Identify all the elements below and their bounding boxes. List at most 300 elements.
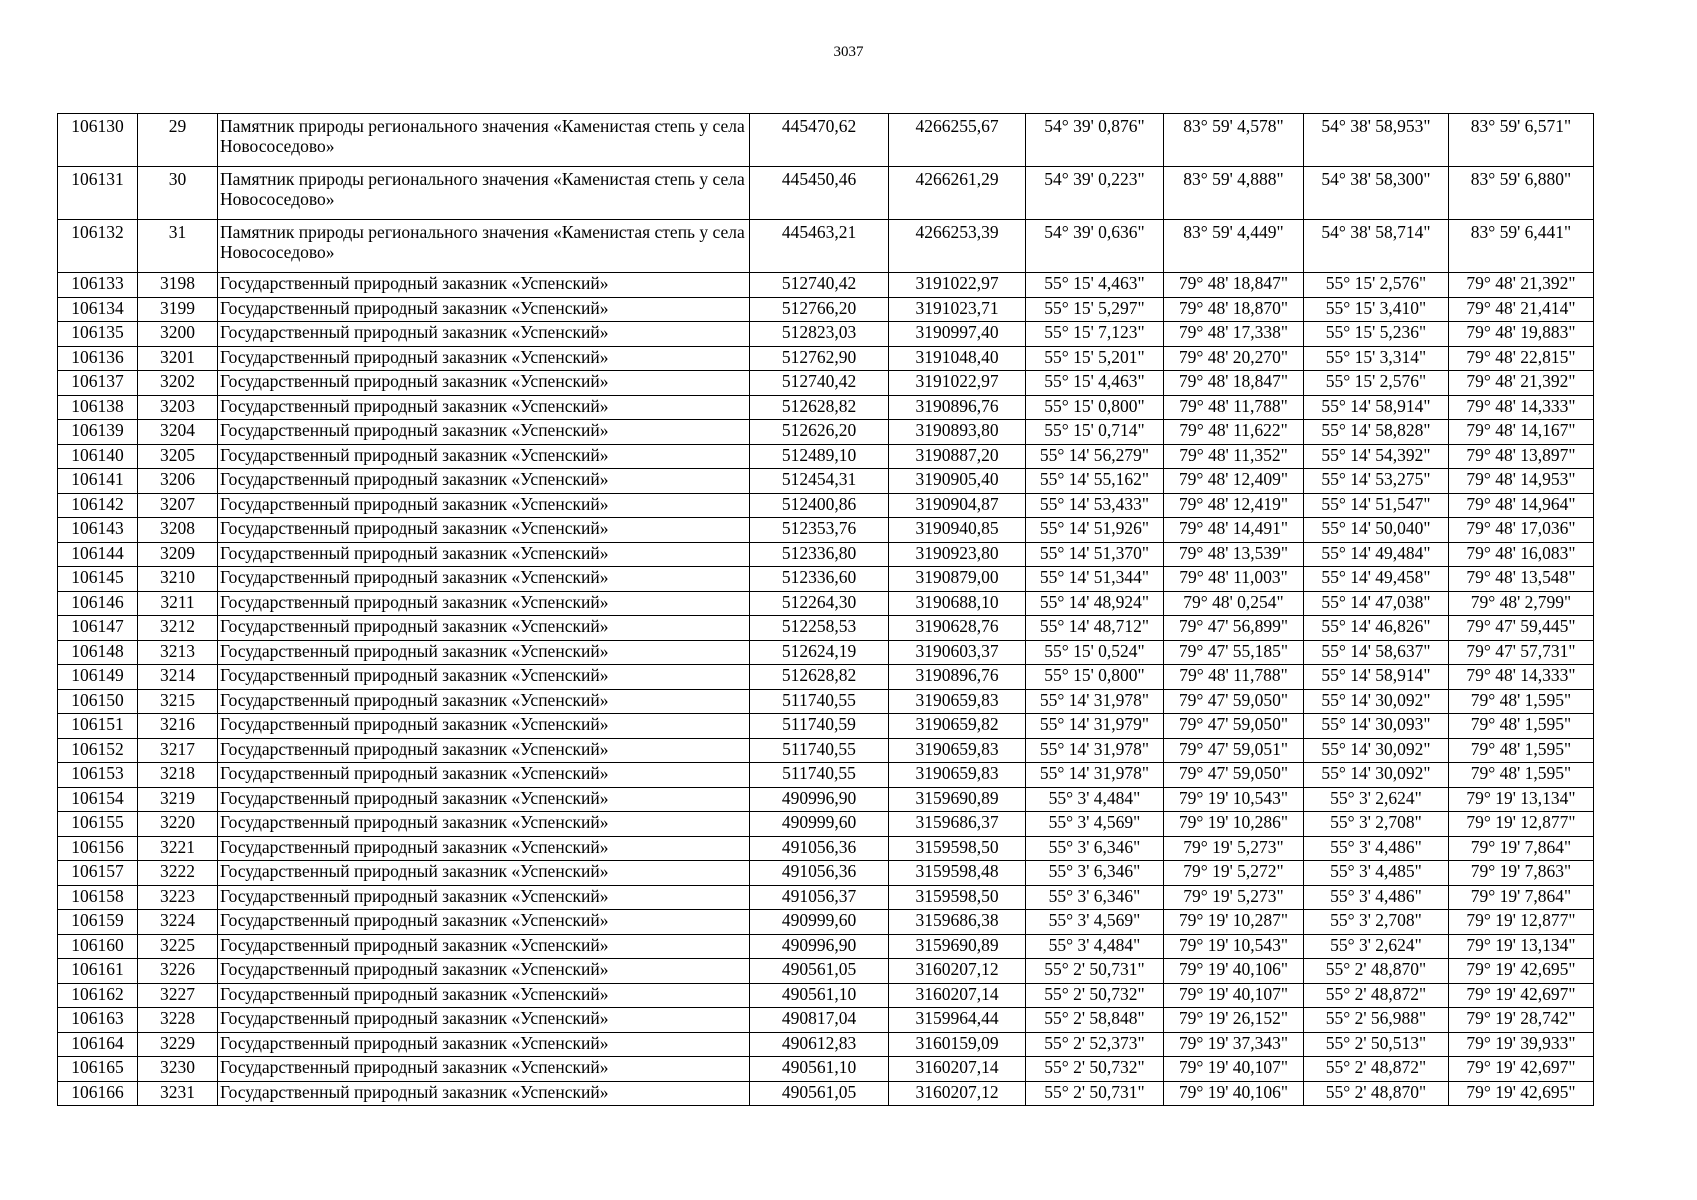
point-number-cell: 3208 bbox=[138, 518, 218, 543]
point-number-cell: 3229 bbox=[138, 1032, 218, 1057]
y-coordinate-cell: 3160207,12 bbox=[889, 1081, 1026, 1106]
latitude-2-cell: 55° 14' 58,828" bbox=[1304, 420, 1449, 445]
longitude-1-cell: 79° 47' 56,899" bbox=[1164, 616, 1304, 641]
longitude-2-cell: 79° 48' 1,595" bbox=[1449, 689, 1594, 714]
latitude-1-cell: 55° 2' 58,848" bbox=[1026, 1008, 1164, 1033]
point-number-cell: 3206 bbox=[138, 469, 218, 494]
point-number-cell: 3216 bbox=[138, 714, 218, 739]
latitude-2-cell: 55° 14' 51,547" bbox=[1304, 493, 1449, 518]
x-coordinate-cell: 490999,60 bbox=[750, 812, 889, 837]
table-row bbox=[58, 689, 1594, 714]
latitude-2-cell: 55° 3' 4,486" bbox=[1304, 885, 1449, 910]
y-coordinate-cell: 3159964,44 bbox=[889, 1008, 1026, 1033]
x-coordinate-cell: 511740,55 bbox=[750, 689, 889, 714]
point-number-cell: 3207 bbox=[138, 493, 218, 518]
object-name-cell: Государственный природный заказник «Успенский» bbox=[218, 689, 750, 714]
longitude-2-cell: 79° 47' 57,731" bbox=[1449, 640, 1594, 665]
x-coordinate-cell: 512740,42 bbox=[750, 273, 889, 298]
x-coordinate-cell: 512258,53 bbox=[750, 616, 889, 641]
table-row bbox=[58, 640, 1594, 665]
object-name-cell: Государственный природный заказник «Успенский» bbox=[218, 346, 750, 371]
latitude-1-cell: 55° 2' 52,373" bbox=[1026, 1032, 1164, 1057]
longitude-1-cell: 79° 47' 59,050" bbox=[1164, 689, 1304, 714]
x-coordinate-cell: 490561,05 bbox=[750, 1081, 889, 1106]
x-coordinate-cell: 512400,86 bbox=[750, 493, 889, 518]
x-coordinate-cell: 445463,21 bbox=[750, 220, 889, 273]
latitude-2-cell: 55° 2' 48,870" bbox=[1304, 959, 1449, 984]
latitude-1-cell: 55° 14' 51,344" bbox=[1026, 567, 1164, 592]
point-number-cell: 3218 bbox=[138, 763, 218, 788]
table-row bbox=[58, 420, 1594, 445]
latitude-1-cell: 55° 2' 50,731" bbox=[1026, 959, 1164, 984]
x-coordinate-cell: 512626,20 bbox=[750, 420, 889, 445]
latitude-2-cell: 55° 15' 3,314" bbox=[1304, 346, 1449, 371]
longitude-2-cell: 83° 59' 6,571" bbox=[1449, 114, 1594, 167]
longitude-2-cell: 79° 19' 7,863" bbox=[1449, 861, 1594, 886]
y-coordinate-cell: 3190896,76 bbox=[889, 665, 1026, 690]
row-id-cell: 106159 bbox=[58, 910, 138, 935]
table-row bbox=[58, 273, 1594, 298]
latitude-1-cell: 55° 3' 4,484" bbox=[1026, 934, 1164, 959]
y-coordinate-cell: 3159598,50 bbox=[889, 836, 1026, 861]
y-coordinate-cell: 3160207,14 bbox=[889, 1057, 1026, 1082]
longitude-2-cell: 79° 19' 7,864" bbox=[1449, 885, 1594, 910]
longitude-2-cell: 79° 48' 1,595" bbox=[1449, 763, 1594, 788]
latitude-2-cell: 55° 2' 56,988" bbox=[1304, 1008, 1449, 1033]
latitude-2-cell: 54° 38' 58,714" bbox=[1304, 220, 1449, 273]
x-coordinate-cell: 490612,83 bbox=[750, 1032, 889, 1057]
row-id-cell: 106133 bbox=[58, 273, 138, 298]
table-row bbox=[58, 1008, 1594, 1033]
latitude-1-cell: 55° 15' 7,123" bbox=[1026, 322, 1164, 347]
latitude-1-cell: 55° 14' 51,370" bbox=[1026, 542, 1164, 567]
longitude-1-cell: 79° 48' 11,622" bbox=[1164, 420, 1304, 445]
object-name-cell: Государственный природный заказник «Успенский» bbox=[218, 395, 750, 420]
longitude-2-cell: 79° 19' 7,864" bbox=[1449, 836, 1594, 861]
table-row bbox=[58, 518, 1594, 543]
table-row bbox=[58, 616, 1594, 641]
row-id-cell: 106131 bbox=[58, 167, 138, 220]
latitude-2-cell: 55° 2' 48,870" bbox=[1304, 1081, 1449, 1106]
table-row bbox=[58, 665, 1594, 690]
x-coordinate-cell: 512336,80 bbox=[750, 542, 889, 567]
object-name-cell: Государственный природный заказник «Успенский» bbox=[218, 1081, 750, 1106]
y-coordinate-cell: 3190628,76 bbox=[889, 616, 1026, 641]
latitude-1-cell: 55° 15' 5,201" bbox=[1026, 346, 1164, 371]
object-name-cell: Государственный природный заказник «Успенский» bbox=[218, 322, 750, 347]
object-name-cell: Памятник природы регионального значения «Каменистая степь у села Новососедово» bbox=[218, 167, 750, 220]
y-coordinate-cell: 3190904,87 bbox=[889, 493, 1026, 518]
longitude-1-cell: 79° 19' 37,343" bbox=[1164, 1032, 1304, 1057]
y-coordinate-cell: 3190893,80 bbox=[889, 420, 1026, 445]
longitude-1-cell: 79° 48' 12,419" bbox=[1164, 493, 1304, 518]
latitude-2-cell: 55° 14' 49,484" bbox=[1304, 542, 1449, 567]
row-id-cell: 106156 bbox=[58, 836, 138, 861]
object-name-cell: Государственный природный заказник «Успенский» bbox=[218, 861, 750, 886]
point-number-cell: 3223 bbox=[138, 885, 218, 910]
latitude-1-cell: 55° 14' 31,978" bbox=[1026, 763, 1164, 788]
y-coordinate-cell: 3159686,37 bbox=[889, 812, 1026, 837]
longitude-2-cell: 79° 19' 42,695" bbox=[1449, 959, 1594, 984]
longitude-2-cell: 79° 48' 14,964" bbox=[1449, 493, 1594, 518]
latitude-1-cell: 55° 3' 6,346" bbox=[1026, 885, 1164, 910]
y-coordinate-cell: 3190659,82 bbox=[889, 714, 1026, 739]
latitude-1-cell: 55° 15' 4,463" bbox=[1026, 273, 1164, 298]
latitude-2-cell: 55° 14' 58,914" bbox=[1304, 665, 1449, 690]
x-coordinate-cell: 511740,55 bbox=[750, 738, 889, 763]
latitude-1-cell: 55° 2' 50,732" bbox=[1026, 1057, 1164, 1082]
longitude-2-cell: 79° 48' 21,392" bbox=[1449, 273, 1594, 298]
latitude-2-cell: 55° 14' 47,038" bbox=[1304, 591, 1449, 616]
latitude-2-cell: 55° 15' 2,576" bbox=[1304, 371, 1449, 396]
object-name-cell: Государственный природный заказник «Успенский» bbox=[218, 1032, 750, 1057]
x-coordinate-cell: 490561,10 bbox=[750, 1057, 889, 1082]
latitude-2-cell: 54° 38' 58,953" bbox=[1304, 114, 1449, 167]
longitude-2-cell: 79° 19' 42,695" bbox=[1449, 1081, 1594, 1106]
longitude-1-cell: 79° 19' 26,152" bbox=[1164, 1008, 1304, 1033]
longitude-2-cell: 79° 48' 14,333" bbox=[1449, 395, 1594, 420]
y-coordinate-cell: 3160207,12 bbox=[889, 959, 1026, 984]
latitude-2-cell: 55° 3' 2,624" bbox=[1304, 787, 1449, 812]
point-number-cell: 3225 bbox=[138, 934, 218, 959]
longitude-1-cell: 79° 48' 18,847" bbox=[1164, 371, 1304, 396]
point-number-cell: 3203 bbox=[138, 395, 218, 420]
x-coordinate-cell: 512628,82 bbox=[750, 395, 889, 420]
point-number-cell: 3220 bbox=[138, 812, 218, 837]
row-id-cell: 106150 bbox=[58, 689, 138, 714]
table-row bbox=[58, 1057, 1594, 1082]
longitude-2-cell: 79° 48' 21,414" bbox=[1449, 297, 1594, 322]
latitude-1-cell: 55° 14' 48,924" bbox=[1026, 591, 1164, 616]
longitude-1-cell: 79° 48' 12,409" bbox=[1164, 469, 1304, 494]
longitude-1-cell: 79° 48' 11,352" bbox=[1164, 444, 1304, 469]
row-id-cell: 106160 bbox=[58, 934, 138, 959]
longitude-2-cell: 79° 48' 1,595" bbox=[1449, 714, 1594, 739]
longitude-1-cell: 79° 47' 59,050" bbox=[1164, 714, 1304, 739]
object-name-cell: Государственный природный заказник «Успенский» bbox=[218, 469, 750, 494]
x-coordinate-cell: 490996,90 bbox=[750, 934, 889, 959]
longitude-1-cell: 83° 59' 4,578" bbox=[1164, 114, 1304, 167]
latitude-1-cell: 55° 15' 0,714" bbox=[1026, 420, 1164, 445]
y-coordinate-cell: 4266255,67 bbox=[889, 114, 1026, 167]
point-number-cell: 3222 bbox=[138, 861, 218, 886]
row-id-cell: 106157 bbox=[58, 861, 138, 886]
point-number-cell: 3231 bbox=[138, 1081, 218, 1106]
table-row bbox=[58, 297, 1594, 322]
point-number-cell: 3199 bbox=[138, 297, 218, 322]
longitude-1-cell: 79° 47' 59,050" bbox=[1164, 763, 1304, 788]
latitude-2-cell: 55° 2' 50,513" bbox=[1304, 1032, 1449, 1057]
table-row bbox=[58, 167, 1594, 220]
latitude-2-cell: 55° 3' 2,624" bbox=[1304, 934, 1449, 959]
x-coordinate-cell: 490999,60 bbox=[750, 910, 889, 935]
object-name-cell: Государственный природный заказник «Успенский» bbox=[218, 812, 750, 837]
table-row bbox=[58, 493, 1594, 518]
y-coordinate-cell: 4266261,29 bbox=[889, 167, 1026, 220]
row-id-cell: 106145 bbox=[58, 567, 138, 592]
latitude-1-cell: 54° 39' 0,636" bbox=[1026, 220, 1164, 273]
row-id-cell: 106140 bbox=[58, 444, 138, 469]
longitude-2-cell: 79° 19' 42,697" bbox=[1449, 1057, 1594, 1082]
longitude-1-cell: 79° 19' 5,273" bbox=[1164, 836, 1304, 861]
longitude-1-cell: 79° 47' 59,051" bbox=[1164, 738, 1304, 763]
table-row bbox=[58, 220, 1594, 273]
object-name-cell: Государственный природный заказник «Успенский» bbox=[218, 738, 750, 763]
point-number-cell: 3219 bbox=[138, 787, 218, 812]
object-name-cell: Государственный природный заказник «Успенский» bbox=[218, 542, 750, 567]
latitude-1-cell: 54° 39' 0,223" bbox=[1026, 167, 1164, 220]
longitude-1-cell: 79° 48' 0,254" bbox=[1164, 591, 1304, 616]
x-coordinate-cell: 490561,10 bbox=[750, 983, 889, 1008]
latitude-1-cell: 55° 15' 0,800" bbox=[1026, 395, 1164, 420]
point-number-cell: 3210 bbox=[138, 567, 218, 592]
point-number-cell: 3227 bbox=[138, 983, 218, 1008]
object-name-cell: Государственный природный заказник «Успенский» bbox=[218, 518, 750, 543]
row-id-cell: 106155 bbox=[58, 812, 138, 837]
y-coordinate-cell: 3190896,76 bbox=[889, 395, 1026, 420]
latitude-2-cell: 55° 3' 2,708" bbox=[1304, 812, 1449, 837]
x-coordinate-cell: 490817,04 bbox=[750, 1008, 889, 1033]
longitude-1-cell: 79° 48' 18,870" bbox=[1164, 297, 1304, 322]
point-number-cell: 29 bbox=[138, 114, 218, 167]
x-coordinate-cell: 491056,36 bbox=[750, 836, 889, 861]
latitude-2-cell: 55° 2' 48,872" bbox=[1304, 983, 1449, 1008]
row-id-cell: 106162 bbox=[58, 983, 138, 1008]
longitude-2-cell: 79° 48' 22,815" bbox=[1449, 346, 1594, 371]
y-coordinate-cell: 3190659,83 bbox=[889, 738, 1026, 763]
latitude-1-cell: 55° 3' 4,569" bbox=[1026, 812, 1164, 837]
latitude-2-cell: 54° 38' 58,300" bbox=[1304, 167, 1449, 220]
latitude-2-cell: 55° 14' 30,092" bbox=[1304, 738, 1449, 763]
y-coordinate-cell: 3159598,50 bbox=[889, 885, 1026, 910]
latitude-1-cell: 55° 14' 53,433" bbox=[1026, 493, 1164, 518]
y-coordinate-cell: 3191023,71 bbox=[889, 297, 1026, 322]
latitude-1-cell: 55° 15' 0,524" bbox=[1026, 640, 1164, 665]
longitude-2-cell: 79° 48' 14,167" bbox=[1449, 420, 1594, 445]
object-name-cell: Государственный природный заказник «Успенский» bbox=[218, 836, 750, 861]
x-coordinate-cell: 445450,46 bbox=[750, 167, 889, 220]
y-coordinate-cell: 3190688,10 bbox=[889, 591, 1026, 616]
longitude-2-cell: 79° 19' 12,877" bbox=[1449, 812, 1594, 837]
point-number-cell: 3214 bbox=[138, 665, 218, 690]
point-number-cell: 30 bbox=[138, 167, 218, 220]
latitude-1-cell: 54° 39' 0,876" bbox=[1026, 114, 1164, 167]
longitude-2-cell: 79° 19' 28,742" bbox=[1449, 1008, 1594, 1033]
table-row bbox=[58, 114, 1594, 167]
latitude-1-cell: 55° 14' 31,978" bbox=[1026, 738, 1164, 763]
point-number-cell: 3198 bbox=[138, 273, 218, 298]
object-name-cell: Государственный природный заказник «Успенский» bbox=[218, 1057, 750, 1082]
longitude-2-cell: 83° 59' 6,880" bbox=[1449, 167, 1594, 220]
latitude-2-cell: 55° 15' 5,236" bbox=[1304, 322, 1449, 347]
row-id-cell: 106146 bbox=[58, 591, 138, 616]
longitude-1-cell: 79° 19' 10,543" bbox=[1164, 934, 1304, 959]
y-coordinate-cell: 3159690,89 bbox=[889, 934, 1026, 959]
table-row bbox=[58, 395, 1594, 420]
longitude-2-cell: 79° 19' 39,933" bbox=[1449, 1032, 1594, 1057]
longitude-1-cell: 79° 19' 40,106" bbox=[1164, 1081, 1304, 1106]
longitude-1-cell: 79° 48' 20,270" bbox=[1164, 346, 1304, 371]
x-coordinate-cell: 512454,31 bbox=[750, 469, 889, 494]
table-row bbox=[58, 738, 1594, 763]
table-row bbox=[58, 444, 1594, 469]
y-coordinate-cell: 3190603,37 bbox=[889, 640, 1026, 665]
point-number-cell: 3211 bbox=[138, 591, 218, 616]
y-coordinate-cell: 3190659,83 bbox=[889, 763, 1026, 788]
longitude-2-cell: 79° 19' 42,697" bbox=[1449, 983, 1594, 1008]
latitude-1-cell: 55° 14' 55,162" bbox=[1026, 469, 1164, 494]
y-coordinate-cell: 3190940,85 bbox=[889, 518, 1026, 543]
y-coordinate-cell: 4266253,39 bbox=[889, 220, 1026, 273]
latitude-2-cell: 55° 14' 30,092" bbox=[1304, 689, 1449, 714]
object-name-cell: Государственный природный заказник «Успенский» bbox=[218, 444, 750, 469]
latitude-2-cell: 55° 14' 49,458" bbox=[1304, 567, 1449, 592]
object-name-cell: Государственный природный заказник «Успенский» bbox=[218, 420, 750, 445]
latitude-2-cell: 55° 14' 30,092" bbox=[1304, 763, 1449, 788]
table-row bbox=[58, 836, 1594, 861]
point-number-cell: 3200 bbox=[138, 322, 218, 347]
object-name-cell: Государственный природный заказник «Успенский» bbox=[218, 885, 750, 910]
object-name-cell: Государственный природный заказник «Успенский» bbox=[218, 371, 750, 396]
y-coordinate-cell: 3191022,97 bbox=[889, 371, 1026, 396]
table-body bbox=[58, 114, 1594, 1106]
longitude-2-cell: 79° 47' 59,445" bbox=[1449, 616, 1594, 641]
object-name-cell: Государственный природный заказник «Успенский» bbox=[218, 665, 750, 690]
point-number-cell: 3230 bbox=[138, 1057, 218, 1082]
x-coordinate-cell: 512353,76 bbox=[750, 518, 889, 543]
row-id-cell: 106148 bbox=[58, 640, 138, 665]
point-number-cell: 3226 bbox=[138, 959, 218, 984]
row-id-cell: 106163 bbox=[58, 1008, 138, 1033]
longitude-1-cell: 83° 59' 4,449" bbox=[1164, 220, 1304, 273]
x-coordinate-cell: 491056,37 bbox=[750, 885, 889, 910]
point-number-cell: 3213 bbox=[138, 640, 218, 665]
table-row bbox=[58, 934, 1594, 959]
row-id-cell: 106138 bbox=[58, 395, 138, 420]
table-row bbox=[58, 567, 1594, 592]
point-number-cell: 3202 bbox=[138, 371, 218, 396]
point-number-cell: 3217 bbox=[138, 738, 218, 763]
longitude-1-cell: 79° 48' 17,338" bbox=[1164, 322, 1304, 347]
row-id-cell: 106147 bbox=[58, 616, 138, 641]
y-coordinate-cell: 3190879,00 bbox=[889, 567, 1026, 592]
row-id-cell: 106130 bbox=[58, 114, 138, 167]
x-coordinate-cell: 445470,62 bbox=[750, 114, 889, 167]
row-id-cell: 106144 bbox=[58, 542, 138, 567]
y-coordinate-cell: 3190905,40 bbox=[889, 469, 1026, 494]
table-row bbox=[58, 959, 1594, 984]
latitude-1-cell: 55° 14' 31,978" bbox=[1026, 689, 1164, 714]
point-number-cell: 3224 bbox=[138, 910, 218, 935]
y-coordinate-cell: 3190887,20 bbox=[889, 444, 1026, 469]
row-id-cell: 106165 bbox=[58, 1057, 138, 1082]
latitude-1-cell: 55° 15' 5,297" bbox=[1026, 297, 1164, 322]
y-coordinate-cell: 3190997,40 bbox=[889, 322, 1026, 347]
latitude-2-cell: 55° 2' 48,872" bbox=[1304, 1057, 1449, 1082]
object-name-cell: Государственный природный заказник «Успенский» bbox=[218, 959, 750, 984]
table-row bbox=[58, 910, 1594, 935]
point-number-cell: 3204 bbox=[138, 420, 218, 445]
table-row bbox=[58, 1032, 1594, 1057]
row-id-cell: 106135 bbox=[58, 322, 138, 347]
y-coordinate-cell: 3160207,14 bbox=[889, 983, 1026, 1008]
latitude-1-cell: 55° 14' 31,979" bbox=[1026, 714, 1164, 739]
table-row bbox=[58, 371, 1594, 396]
row-id-cell: 106136 bbox=[58, 346, 138, 371]
table-row bbox=[58, 591, 1594, 616]
latitude-2-cell: 55° 14' 30,093" bbox=[1304, 714, 1449, 739]
row-id-cell: 106151 bbox=[58, 714, 138, 739]
row-id-cell: 106152 bbox=[58, 738, 138, 763]
latitude-2-cell: 55° 3' 2,708" bbox=[1304, 910, 1449, 935]
point-number-cell: 3201 bbox=[138, 346, 218, 371]
point-number-cell: 3215 bbox=[138, 689, 218, 714]
object-name-cell: Памятник природы регионального значения «Каменистая степь у села Новососедово» bbox=[218, 220, 750, 273]
longitude-1-cell: 79° 48' 14,491" bbox=[1164, 518, 1304, 543]
object-name-cell: Государственный природный заказник «Успенский» bbox=[218, 297, 750, 322]
x-coordinate-cell: 512762,90 bbox=[750, 346, 889, 371]
table-row bbox=[58, 1081, 1594, 1106]
point-number-cell: 31 bbox=[138, 220, 218, 273]
row-id-cell: 106166 bbox=[58, 1081, 138, 1106]
table-row bbox=[58, 542, 1594, 567]
longitude-1-cell: 79° 48' 11,788" bbox=[1164, 395, 1304, 420]
point-number-cell: 3228 bbox=[138, 1008, 218, 1033]
longitude-2-cell: 79° 48' 16,083" bbox=[1449, 542, 1594, 567]
latitude-2-cell: 55° 15' 3,410" bbox=[1304, 297, 1449, 322]
x-coordinate-cell: 512823,03 bbox=[750, 322, 889, 347]
longitude-2-cell: 79° 48' 17,036" bbox=[1449, 518, 1594, 543]
x-coordinate-cell: 512264,30 bbox=[750, 591, 889, 616]
point-number-cell: 3221 bbox=[138, 836, 218, 861]
latitude-1-cell: 55° 3' 6,346" bbox=[1026, 836, 1164, 861]
longitude-2-cell: 79° 19' 13,134" bbox=[1449, 787, 1594, 812]
y-coordinate-cell: 3159598,48 bbox=[889, 861, 1026, 886]
latitude-2-cell: 55° 14' 58,914" bbox=[1304, 395, 1449, 420]
table-row bbox=[58, 714, 1594, 739]
table-row bbox=[58, 983, 1594, 1008]
row-id-cell: 106161 bbox=[58, 959, 138, 984]
row-id-cell: 106164 bbox=[58, 1032, 138, 1057]
longitude-1-cell: 83° 59' 4,888" bbox=[1164, 167, 1304, 220]
latitude-1-cell: 55° 3' 4,484" bbox=[1026, 787, 1164, 812]
row-id-cell: 106134 bbox=[58, 297, 138, 322]
table-row bbox=[58, 763, 1594, 788]
table-row bbox=[58, 322, 1594, 347]
y-coordinate-cell: 3159686,38 bbox=[889, 910, 1026, 935]
longitude-1-cell: 79° 48' 11,003" bbox=[1164, 567, 1304, 592]
object-name-cell: Памятник природы регионального значения «Каменистая степь у села Новососедово» bbox=[218, 114, 750, 167]
object-name-cell: Государственный природный заказник «Успенский» bbox=[218, 714, 750, 739]
point-number-cell: 3212 bbox=[138, 616, 218, 641]
x-coordinate-cell: 490561,05 bbox=[750, 959, 889, 984]
latitude-1-cell: 55° 14' 48,712" bbox=[1026, 616, 1164, 641]
x-coordinate-cell: 491056,36 bbox=[750, 861, 889, 886]
x-coordinate-cell: 512740,42 bbox=[750, 371, 889, 396]
x-coordinate-cell: 512766,20 bbox=[750, 297, 889, 322]
longitude-2-cell: 79° 48' 1,595" bbox=[1449, 738, 1594, 763]
y-coordinate-cell: 3191022,97 bbox=[889, 273, 1026, 298]
longitude-1-cell: 79° 19' 40,107" bbox=[1164, 1057, 1304, 1082]
longitude-2-cell: 79° 48' 19,883" bbox=[1449, 322, 1594, 347]
table-row bbox=[58, 346, 1594, 371]
table-row bbox=[58, 787, 1594, 812]
row-id-cell: 106132 bbox=[58, 220, 138, 273]
latitude-2-cell: 55° 14' 50,040" bbox=[1304, 518, 1449, 543]
latitude-2-cell: 55° 14' 53,275" bbox=[1304, 469, 1449, 494]
longitude-1-cell: 79° 19' 5,272" bbox=[1164, 861, 1304, 886]
latitude-1-cell: 55° 14' 51,926" bbox=[1026, 518, 1164, 543]
